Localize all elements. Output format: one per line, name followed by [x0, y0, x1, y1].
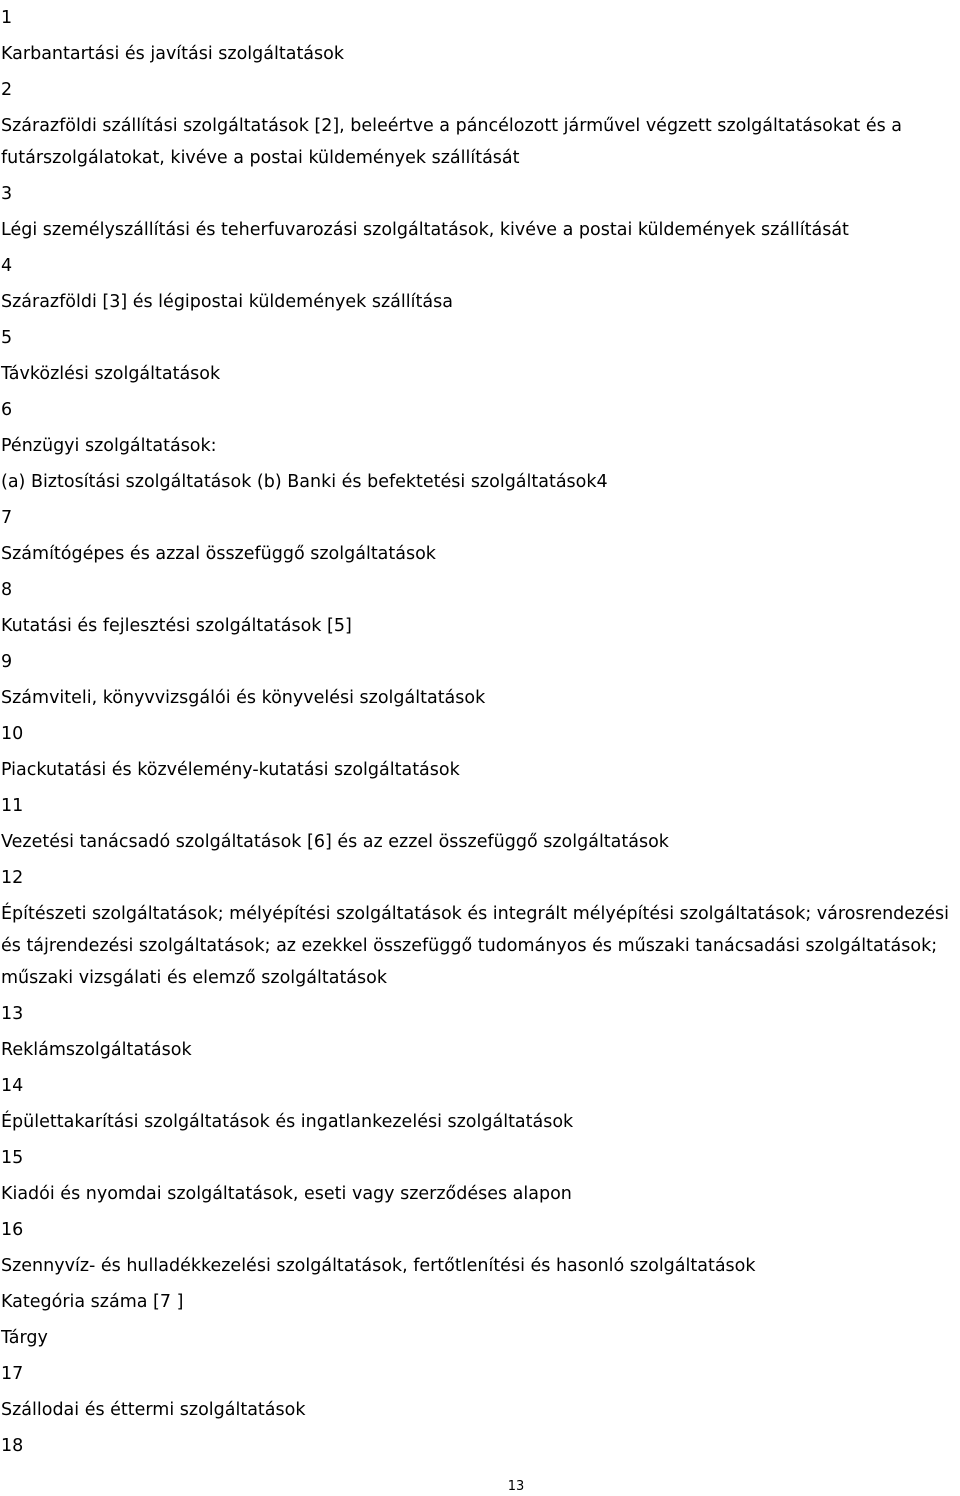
- item-text: Pénzügyi szolgáltatások:: [1, 436, 217, 456]
- item-number: 16: [1, 1220, 24, 1240]
- item-text: Számítógépes és azzal összefüggő szolgáltatások: [1, 544, 436, 564]
- item-text: Szárazföldi [3] és légipostai küldemények szállítása: [1, 292, 453, 312]
- item-text: (a) Biztosítási szolgáltatások (b) Banki és befektetési szolgáltatások4: [1, 472, 608, 492]
- item-number: 11: [1, 796, 24, 816]
- item-number: 7: [1, 508, 13, 528]
- item-number: 13: [1, 1004, 24, 1024]
- item-text: Tárgy: [1, 1328, 48, 1348]
- item-text: Építészeti szolgáltatások; mélyépítési szolgáltatások és integrált mélyépítési szolgáltatások; városrendezési és tájrendezési szolgáltatások; az ezekkel összefüggő tudományos és műszaki tanácsadási szolgáltatások; műszaki vizsgálati és elemző szolgáltatások: [1, 904, 949, 988]
- item-number: 2: [1, 80, 13, 100]
- item-text: Távközlési szolgáltatások: [1, 364, 221, 384]
- item-text: Kategória száma [7 ]: [1, 1292, 184, 1312]
- item-number: 3: [1, 184, 13, 204]
- item-text: Szárazföldi szállítási szolgáltatások [2], beleértve a páncélozott járművel végzett szolgáltatásokat és a futárszolgálatokat, kivéve a postai küldemények szállítását: [1, 116, 902, 168]
- item-text: Kiadói és nyomdai szolgáltatások, eseti vagy szerződéses alapon: [1, 1184, 572, 1204]
- item-text: Reklámszolgáltatások: [1, 1040, 192, 1060]
- item-text: Épülettakarítási szolgáltatások és ingatlankezelési szolgáltatások: [1, 1112, 574, 1132]
- item-text: Számviteli, könyvvizsgálói és könyvelési szolgáltatások: [1, 688, 486, 708]
- item-number: 17: [1, 1364, 24, 1384]
- item-number: 1: [1, 8, 13, 28]
- item-text: Vezetési tanácsadó szolgáltatások [6] és az ezzel összefüggő szolgáltatások: [1, 832, 669, 852]
- document-body: [1, 0, 956, 1464]
- item-text: Kutatási és fejlesztési szolgáltatások [5]: [1, 616, 352, 636]
- item-text: Karbantartási és javítási szolgáltatások: [1, 44, 344, 64]
- item-number: 18: [1, 1436, 24, 1456]
- item-number: 9: [1, 652, 13, 672]
- item-number: 10: [1, 724, 24, 744]
- item-number: 5: [1, 328, 13, 348]
- item-text: Légi személyszállítási és teherfuvarozási szolgáltatások, kivéve a postai küldemények szállítását: [1, 220, 849, 240]
- item-number: 14: [1, 1076, 24, 1096]
- page-number: 13: [507, 1479, 525, 1494]
- item-text: Piackutatási és közvélemény-kutatási szolgáltatások: [1, 760, 460, 780]
- item-text: Szennyvíz- és hulladékkezelési szolgáltatások, fertőtlenítési és hasonló szolgáltatások: [1, 1256, 756, 1276]
- item-number: 12: [1, 868, 24, 888]
- item-number: 8: [1, 580, 13, 600]
- item-text: Szállodai és éttermi szolgáltatások: [1, 1400, 306, 1420]
- item-number: 15: [1, 1148, 24, 1168]
- item-number: 4: [1, 256, 13, 276]
- item-number: 6: [1, 400, 13, 420]
